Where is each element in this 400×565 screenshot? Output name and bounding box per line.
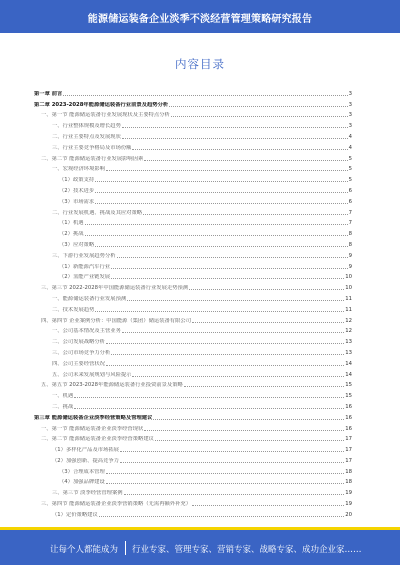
toc-leader-dots — [143, 214, 348, 215]
toc-leader-dots — [106, 170, 348, 171]
toc-leader-dots — [144, 430, 344, 431]
toc-leader-dots — [95, 192, 347, 193]
toc-entry[interactable] — [34, 399, 352, 410]
toc-entry-text: 第一章 前言 — [34, 90, 63, 97]
toc-page-number: 6 — [348, 198, 352, 205]
toc-entry-text: 三、第三节 2022-2028年中国能源储运装备行业发展走势预测 — [41, 285, 189, 292]
toc-entry-text: 一、机遇 — [52, 393, 74, 400]
toc-entry-text: 二、公司发展战略分析 — [52, 339, 105, 346]
toc-leader-dots — [169, 106, 347, 107]
toc-page-number: 14 — [345, 371, 352, 378]
toc-leader-dots — [74, 397, 344, 398]
toc-leader-dots — [132, 376, 344, 377]
toc-page-number: 15 — [345, 393, 352, 400]
toc-entry[interactable] — [34, 313, 352, 324]
toc-entry-text: 二、行业主要特点及发展现状 — [52, 133, 121, 140]
toc-leader-dots — [111, 354, 344, 355]
toc-entry-text: 三、下游行业发展趋势分析 — [52, 252, 116, 259]
toc-page-number: 17 — [345, 436, 352, 443]
toc-title: 内容目录 — [175, 57, 225, 71]
toc-entry[interactable] — [34, 421, 352, 432]
toc-entry[interactable] — [34, 270, 352, 281]
toc-page-number: 5 — [348, 177, 352, 184]
toc-page-number: 3 — [348, 101, 352, 108]
toc-leader-dots — [99, 516, 345, 517]
toc-entry-text: 三、第四节 能源储运装备企业淡季营销策略（无需再额外补充） — [41, 501, 191, 508]
header-banner — [0, 0, 400, 33]
toc-entry-text: 第三章 能源储运装备企业淡季经营策略及管理建议 — [34, 414, 153, 421]
toc-entry-text: （2）技术进步 — [59, 187, 95, 194]
toc-leader-dots — [95, 246, 347, 247]
footer-divider — [125, 541, 126, 555]
toc-leader-dots — [124, 494, 345, 495]
toc-entry-text: 一、第一节 能源储运装备行业发展现状及主要特点分析 — [41, 112, 170, 119]
toc-leader-dots — [85, 224, 348, 225]
toc-entry-text: 二、挑战 — [52, 403, 74, 410]
toc-entry[interactable] — [34, 162, 352, 173]
toc-leader-dots — [106, 483, 345, 484]
toc-entry[interactable] — [34, 464, 352, 475]
toc-page-number: 12 — [345, 328, 352, 335]
toc-entry[interactable] — [34, 129, 352, 140]
toc-entry-text: （2）加强创新、提高竞争力 — [52, 457, 119, 464]
toc-entry[interactable] — [34, 410, 352, 421]
toc-entry-text: （3）合理成本管理 — [59, 468, 105, 475]
toc-entry-text: 三、第三节 淡季经营管理案例 — [52, 490, 123, 497]
toc-leader-dots — [95, 181, 347, 182]
toc-page-number: 4 — [348, 133, 352, 140]
toc-entry-text: 三、公司市场竞争力分析 — [52, 349, 111, 356]
toc-entry[interactable] — [34, 496, 352, 507]
toc-entry-text: 一、行业整体规模及增长趋势 — [52, 123, 121, 130]
toc-page-number: 14 — [345, 360, 352, 367]
toc-entry-text: 一、能源储运装备行业发展预测 — [52, 295, 127, 302]
toc-leader-dots — [153, 419, 344, 420]
toc-page-number: 7 — [348, 209, 352, 216]
report-title: 能源储运装备企业淡季不淡经营管理策略研究报告 — [87, 14, 313, 25]
toc-entry[interactable] — [34, 151, 352, 162]
footer-tagline: 行业专家、管理专家、营销专家、战略专家、成功企业家…… — [132, 545, 362, 555]
toc-leader-dots — [117, 257, 348, 258]
toc-entry[interactable] — [34, 108, 352, 119]
toc-entry-text: （1）定价策略建议 — [52, 511, 98, 518]
toc-entry[interactable] — [34, 356, 352, 367]
toc-entry-text: 第二章 2023-2028年能源储运装备行业前景及趋势分析 — [34, 101, 169, 108]
toc-page-number: 11 — [345, 306, 352, 313]
toc-entry-text: （4）加强品牌建设 — [59, 479, 105, 486]
footer-slogan: 让每个人都能成为 — [50, 545, 119, 555]
toc-entry-text: 二、第二节 能源储运装备行业发展影响因素 — [41, 155, 144, 162]
toc-entry-text: 四、第四节 企业案例分析：中国能源（集团）储运装备有限公司 — [41, 317, 191, 324]
toc-leader-dots — [189, 289, 344, 290]
toc-entry-text: 一、宏观经济环境影响 — [52, 166, 105, 173]
toc-entry-text: （2）氢能产业链发展 — [59, 274, 111, 281]
toc-entry[interactable] — [34, 205, 352, 216]
toc-entry[interactable] — [34, 86, 352, 97]
toc-leader-dots — [95, 203, 347, 204]
toc-entry-text: 四、公司主要经营状况 — [52, 360, 105, 367]
toc-page-number: 5 — [348, 155, 352, 162]
toc-leader-dots — [85, 235, 348, 236]
toc-leader-dots — [111, 268, 348, 269]
toc-leader-dots — [106, 365, 344, 366]
toc-page-number: 15 — [345, 382, 352, 389]
toc-entry[interactable] — [34, 334, 352, 345]
toc-entry-text: （1）政策支持 — [59, 177, 95, 184]
toc-entry[interactable] — [34, 507, 352, 518]
toc-page-number: 8 — [348, 231, 352, 238]
toc-leader-dots — [171, 116, 348, 117]
toc-page-number: 6 — [348, 187, 352, 194]
toc-entry-text: 一、公司基本情况及主营业务 — [52, 328, 121, 335]
toc-leader-dots — [74, 408, 344, 409]
toc-leader-dots — [95, 311, 344, 312]
toc-entry[interactable] — [34, 453, 352, 464]
toc-entry[interactable] — [34, 485, 352, 496]
toc-entry[interactable] — [34, 432, 352, 443]
toc-entry[interactable] — [34, 118, 352, 129]
toc-leader-dots — [106, 473, 345, 474]
toc-page-number: 10 — [345, 285, 352, 292]
toc-entry[interactable] — [34, 140, 352, 151]
toc-entry-text: 二、行业发展机遇、挑战及其应对策略 — [52, 209, 143, 216]
toc-leader-dots — [192, 505, 344, 506]
toc-leader-dots — [127, 300, 344, 301]
toc-entry[interactable] — [34, 442, 352, 453]
toc-page-number: 3 — [348, 90, 352, 97]
toc-entry[interactable] — [34, 97, 352, 108]
toc-leader-dots — [144, 160, 347, 161]
toc-page-number: 3 — [348, 123, 352, 130]
toc-page-number: 12 — [345, 317, 352, 324]
toc-entry[interactable] — [34, 378, 352, 389]
toc-entry[interactable] — [34, 345, 352, 356]
toc-leader-dots — [111, 278, 344, 279]
toc-entry[interactable] — [34, 302, 352, 313]
toc-leader-dots — [122, 138, 348, 139]
toc-page-number: 10 — [345, 274, 352, 281]
toc-entry-text: （3）市场需求 — [59, 198, 95, 205]
toc-page-number: 13 — [345, 349, 352, 356]
toc-page-number: 19 — [345, 501, 352, 508]
toc-entry[interactable] — [34, 216, 352, 227]
toc-entry[interactable] — [34, 291, 352, 302]
toc-entry[interactable] — [34, 248, 352, 259]
toc-page-number: 5 — [348, 166, 352, 173]
toc-page-number: 18 — [345, 479, 352, 486]
toc-entry-text: 二、技术发展趋势 — [52, 306, 95, 313]
toc-page-number: 4 — [348, 144, 352, 151]
toc-entry-text: 三、行业主要竞争格局及市场份额 — [52, 144, 132, 151]
toc-leader-dots — [106, 343, 344, 344]
footer-banner — [0, 530, 400, 565]
toc-leader-dots — [122, 332, 344, 333]
toc-entry-text: （1）机遇 — [59, 220, 84, 227]
toc-page-number: 7 — [348, 220, 352, 227]
toc-page-number: 17 — [345, 447, 352, 454]
toc-page-number: 16 — [345, 414, 352, 421]
toc-entry[interactable] — [34, 259, 352, 270]
toc-page-number: 18 — [345, 468, 352, 475]
toc-entry[interactable] — [34, 183, 352, 194]
toc-entry[interactable] — [34, 388, 352, 399]
toc-entry[interactable] — [34, 367, 352, 378]
toc-page-number: 9 — [348, 252, 352, 259]
toc-entry-text: （1）多样化产品及市场拓展 — [52, 447, 119, 454]
toc-leader-dots — [155, 440, 344, 441]
toc-leader-dots — [63, 95, 347, 96]
toc-entry-text: 二、第二节 能源储运装备企业淡季经营策略建议 — [41, 436, 154, 443]
toc-entry[interactable] — [34, 324, 352, 335]
toc-page-number: 8 — [348, 241, 352, 248]
toc-leader-dots — [132, 149, 347, 150]
toc-entry[interactable] — [34, 194, 352, 205]
toc-page-number: 9 — [348, 263, 352, 270]
toc-page-number: 16 — [345, 425, 352, 432]
toc-entry[interactable] — [34, 172, 352, 183]
toc-page-number: 3 — [348, 112, 352, 119]
toc-leader-dots — [122, 127, 348, 128]
toc-entry[interactable] — [34, 226, 352, 237]
toc-page-number: 17 — [345, 457, 352, 464]
toc-entry-text: （3）应对策略 — [59, 241, 95, 248]
toc-entry-text: 一、第一节 能源储运装备企业淡季经营现状 — [41, 425, 144, 432]
toc-entry[interactable] — [34, 280, 352, 291]
toc-leader-dots — [120, 462, 344, 463]
toc-leader-dots — [192, 322, 344, 323]
toc-entry-text: 五、公司未来发展规划与风险提示 — [52, 371, 132, 378]
toc-entry[interactable] — [34, 237, 352, 248]
toc-page-number: 13 — [345, 339, 352, 346]
toc-entry-text: （1）新能源汽车行业 — [59, 263, 111, 270]
toc-entry-text: 五、第五节 2023-2028年能源储运装备行业投资前景及策略 — [41, 382, 183, 389]
toc-leader-dots — [184, 386, 344, 387]
toc-page-number: 20 — [345, 511, 352, 518]
toc-leader-dots — [120, 451, 344, 452]
toc-page-number: 19 — [345, 490, 352, 497]
toc-entry-text: （2）挑战 — [59, 231, 84, 238]
toc-page-number: 11 — [345, 295, 352, 302]
toc-entry[interactable] — [34, 475, 352, 486]
table-of-contents — [34, 86, 352, 518]
toc-page-number: 16 — [345, 403, 352, 410]
